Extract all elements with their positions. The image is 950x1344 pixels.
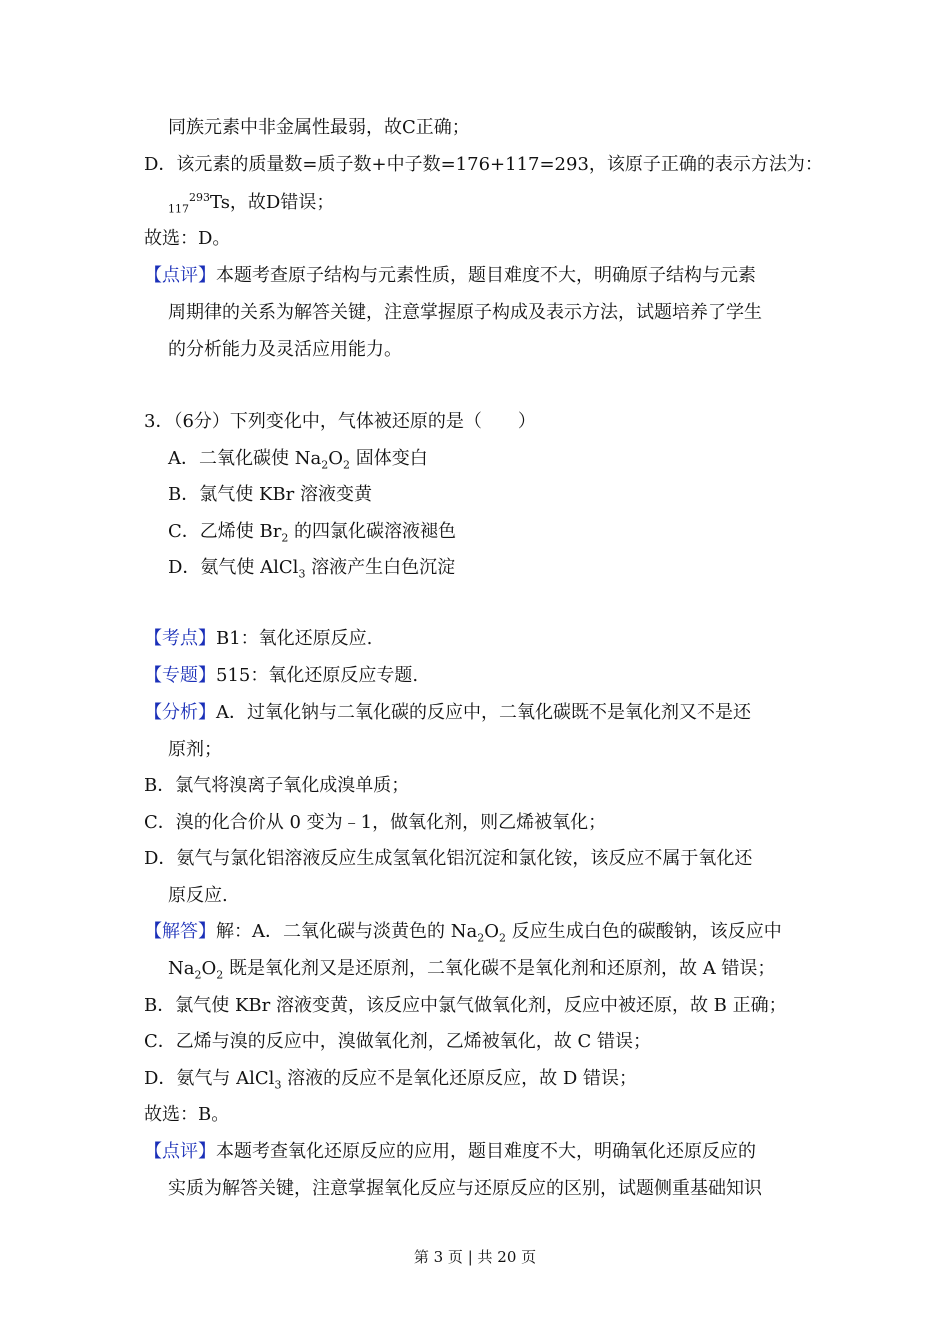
question-3-option-a — [168, 447, 428, 471]
answer-choice: 故选：B。 — [144, 1104, 230, 1125]
prev-c-continuation: 同族元素中非金属性最弱，故C正确； — [168, 117, 470, 138]
answer-text: 既是氧化剂又是还原剂，二氧化碳不是氧化剂和还原剂，故 A 错误； — [223, 958, 776, 979]
prev-review-line-3: 的分析能力及灵活应用能力。 — [168, 339, 402, 360]
option-a-text: O — [328, 448, 343, 469]
analysis-tag: 【分析】 — [144, 702, 216, 723]
prev-nuclide-notation — [168, 191, 334, 215]
knowledge-point — [144, 627, 372, 651]
answer-text: O — [201, 958, 217, 979]
page-footer: 第 3 页 | 共 20 页 — [413, 1248, 537, 1266]
option-d-text: D．氨气使 AlCl — [168, 557, 299, 578]
option-a-text: A．二氧化碳使 Na — [168, 448, 322, 469]
subscript: 2 — [498, 931, 506, 945]
topic-text: 515：氧化还原反应专题. — [216, 665, 419, 686]
answer-text: 解：A．二氧化碳与淡黄色的 Na — [216, 921, 478, 942]
option-c-text: C．乙烯使 Br — [168, 521, 282, 542]
mass-number: 293 — [189, 191, 210, 204]
prev-choice: 故选：D。 — [144, 228, 231, 249]
answer-text: D．氨气与 AlCl — [144, 1068, 275, 1089]
analysis-line-1 — [144, 701, 751, 725]
subscript: 2 — [477, 931, 485, 945]
option-d-text: 溶液产生白色沉淀 — [305, 557, 456, 578]
answer-line-1 — [144, 920, 782, 944]
analysis-d-line-1: D．氨气与氯化铝溶液反应生成氢氧化铝沉淀和氯化铵，该反应不属于氧化还 — [144, 848, 753, 869]
atomic-number: 117 — [168, 202, 189, 216]
answer-text: 反应生成白色的碳酸钠，该反应中 — [505, 921, 782, 942]
review-text: 本题考查原子结构与元素性质，题目难度不大，明确原子结构与元素 — [216, 265, 756, 286]
prev-option-d: D．该元素的质量数=质子数+中子数=176+117=293，该原子正确的表示方法为： — [144, 154, 823, 175]
review-text: 本题考查氧化还原反应的应用，题目难度不大，明确氧化还原反应的 — [216, 1141, 756, 1162]
question-3-option-b: B．氯气使 KBr 溶液变黄 — [168, 484, 372, 505]
review-tag: 【点评】 — [144, 265, 216, 286]
analysis-b: B．氯气将溴离子氧化成溴单质； — [144, 775, 410, 796]
analysis-d-line-2: 原反应. — [168, 885, 228, 906]
subscript: 2 — [321, 458, 329, 472]
subscript: 3 — [274, 1078, 282, 1092]
answer-tag: 【解答】 — [144, 921, 216, 942]
option-c-text: 的四氯化碳溶液褪色 — [288, 521, 457, 542]
answer-text: O — [484, 921, 499, 942]
nuclide-text: Ts，故D错误； — [210, 192, 335, 213]
subscript: 2 — [194, 968, 202, 982]
subscript: 2 — [342, 458, 350, 472]
answer-d — [144, 1067, 637, 1091]
analysis-text: A．过氧化钠与二氧化碳的反应中，二氧化碳既不是氧化剂又不是还 — [216, 702, 751, 723]
knowledge-text: B1：氧化还原反应. — [216, 628, 373, 649]
answer-review-line-2: 实质为解答关键，注意掌握氧化反应与还原反应的区别，试题侧重基础知识 — [168, 1178, 762, 1199]
question-3-stem: 3．（6分）下列变化中，气体被还原的是（ ） — [144, 411, 536, 432]
answer-text: Na — [168, 958, 195, 979]
subscript: 2 — [281, 531, 289, 545]
knowledge-tag: 【考点】 — [144, 628, 216, 649]
topic — [144, 664, 418, 688]
question-3-option-c — [168, 520, 456, 544]
answer-line-2 — [168, 957, 775, 981]
prev-review-line-1 — [144, 264, 756, 288]
answer-review-line-1 — [144, 1140, 756, 1164]
question-3-option-d — [168, 556, 455, 580]
answer-text: 溶液的反应不是氧化还原反应，故 D 错误； — [281, 1068, 638, 1089]
subscript: 2 — [216, 968, 224, 982]
review-tag: 【点评】 — [144, 1141, 216, 1162]
option-a-text: 固体变白 — [349, 448, 428, 469]
topic-tag: 【专题】 — [144, 665, 216, 686]
analysis-c: C．溴的化合价从 0 变为﹣1，做氧化剂，则乙烯被氧化； — [144, 812, 607, 833]
prev-review-line-2: 周期律的关系为解答关键，注意掌握原子构成及表示方法，试题培养了学生 — [168, 302, 762, 323]
analysis-line-2: 原剂； — [168, 739, 222, 760]
answer-c: C．乙烯与溴的反应中，溴做氧化剂，乙烯被氧化，故 C 错误； — [144, 1031, 651, 1052]
subscript: 3 — [298, 567, 306, 581]
answer-b: B．氯气使 KBr 溶液变黄，该反应中氯气做氧化剂，反应中被还原，故 B 正确； — [144, 995, 787, 1016]
